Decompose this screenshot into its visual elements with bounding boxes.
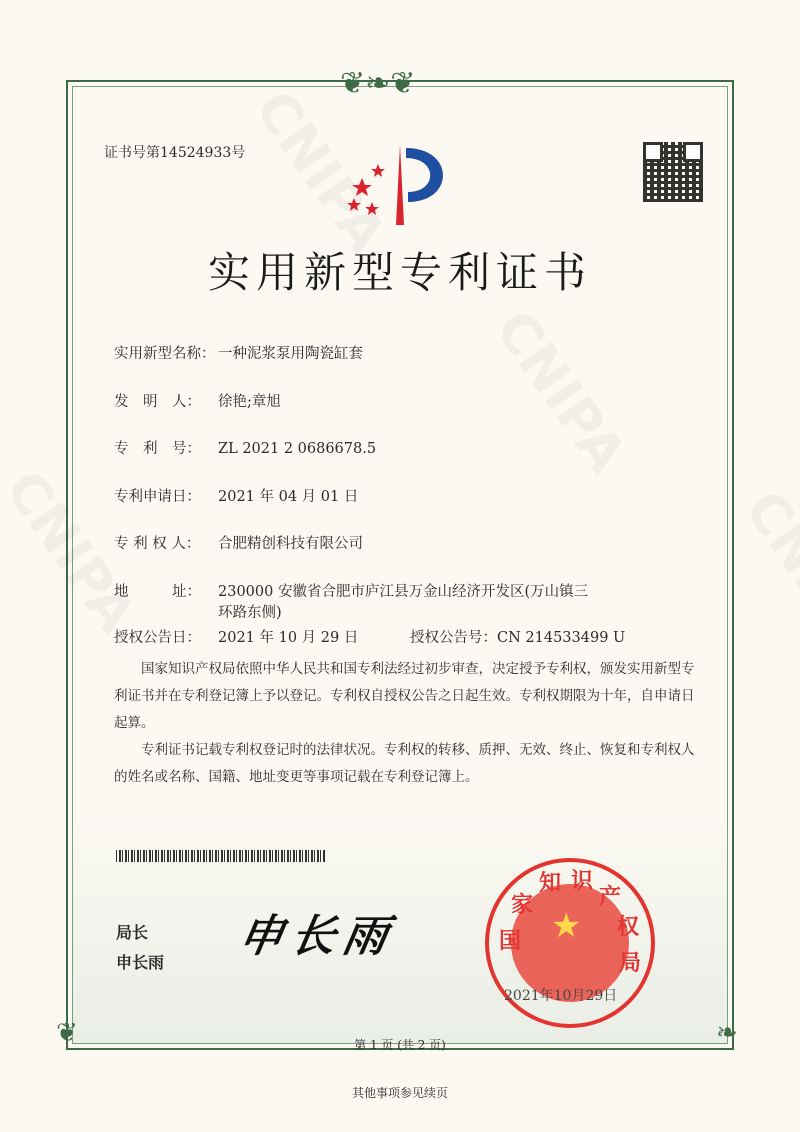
seal-date: 2021年10月29日 [504, 988, 618, 1004]
top-ornament-icon: ❦❧❦ [340, 66, 416, 101]
page-info: 第 1 页 (共 2 页) [354, 1038, 446, 1052]
field-value: 2021 年 10 月 29 日 [218, 630, 359, 646]
chief-title: 局长 [116, 923, 149, 942]
field-label: 专 利 号： [114, 441, 201, 457]
paragraph: 国家知识产权局依照中华人民共和国专利法经过初步审查，决定授予专利权，颁发实用新型专利证书并在专利登记簿上予以登记。专利权自授权公告之日起生效。专利权期限为十年，自申请日起算。 [114, 661, 695, 731]
field-value: 2021 年 04 月 01 日 [218, 489, 359, 505]
seal-char: 产 [599, 885, 622, 910]
seal-char: 权 [617, 915, 640, 940]
star-icon: ★ [551, 906, 582, 946]
field-value: 合肥精创科技有限公司 [218, 536, 363, 552]
field-label: 地 址： [114, 584, 201, 600]
field-label: 专 利 权 人： [114, 536, 201, 552]
paragraph: 专利证书记载专利权登记时的法律状况。专利权的转移、质押、无效、终止、恢复和专利权人的姓名或名称、国籍、地址变更等事项记载在专利登记簿上。 [114, 742, 695, 785]
field-name [114, 342, 363, 363]
watermark [733, 479, 800, 664]
field-application-date [114, 485, 358, 506]
field-value: 一种泥浆泵用陶瓷缸套 [218, 346, 363, 362]
seal-char: 国 [499, 929, 522, 954]
qr-code[interactable] [643, 142, 703, 202]
field-value: 230000 安徽省合肥市庐江县万金山经济开发区(万山镇三 [218, 584, 589, 600]
field-pub-no [410, 626, 625, 647]
certificate-number: 证书号第14524933号 [104, 145, 246, 161]
seal-char: 家 [511, 893, 534, 918]
field-patentee [114, 532, 363, 553]
continuation-note: 其他事项参见续页 [351, 1086, 448, 1100]
seal-char: 局 [619, 951, 642, 976]
cnipa-logo-icon [340, 140, 460, 230]
field-inventor [114, 390, 281, 411]
corner-ornament-icon: ❦ [56, 1018, 78, 1048]
barcode [116, 850, 326, 862]
field-value: 徐艳;章旭 [218, 394, 281, 410]
corner-ornament-icon: ❧ [716, 1018, 738, 1048]
signature: 申长雨 [234, 911, 400, 962]
field-value: 环路东侧) [218, 605, 282, 621]
field-grant-date [114, 626, 358, 647]
field-label: 授权公告号： [410, 630, 497, 646]
field-label: 实用新型名称： [114, 346, 216, 362]
field-patent-no [114, 437, 376, 458]
page-title: 实用新型专利证书 [207, 248, 592, 297]
field-value: ZL 2021 2 0686678.5 [218, 441, 377, 457]
seal-char: 识 [571, 869, 594, 894]
field-address [114, 580, 588, 622]
chief-name: 申长雨 [116, 953, 165, 972]
seal-char: 知 [539, 871, 562, 896]
field-label: 发 明 人： [114, 394, 201, 410]
field-label: 专利申请日： [114, 489, 201, 505]
field-value: CN 214533499 U [497, 630, 626, 646]
field-label: 授权公告日： [114, 630, 201, 646]
